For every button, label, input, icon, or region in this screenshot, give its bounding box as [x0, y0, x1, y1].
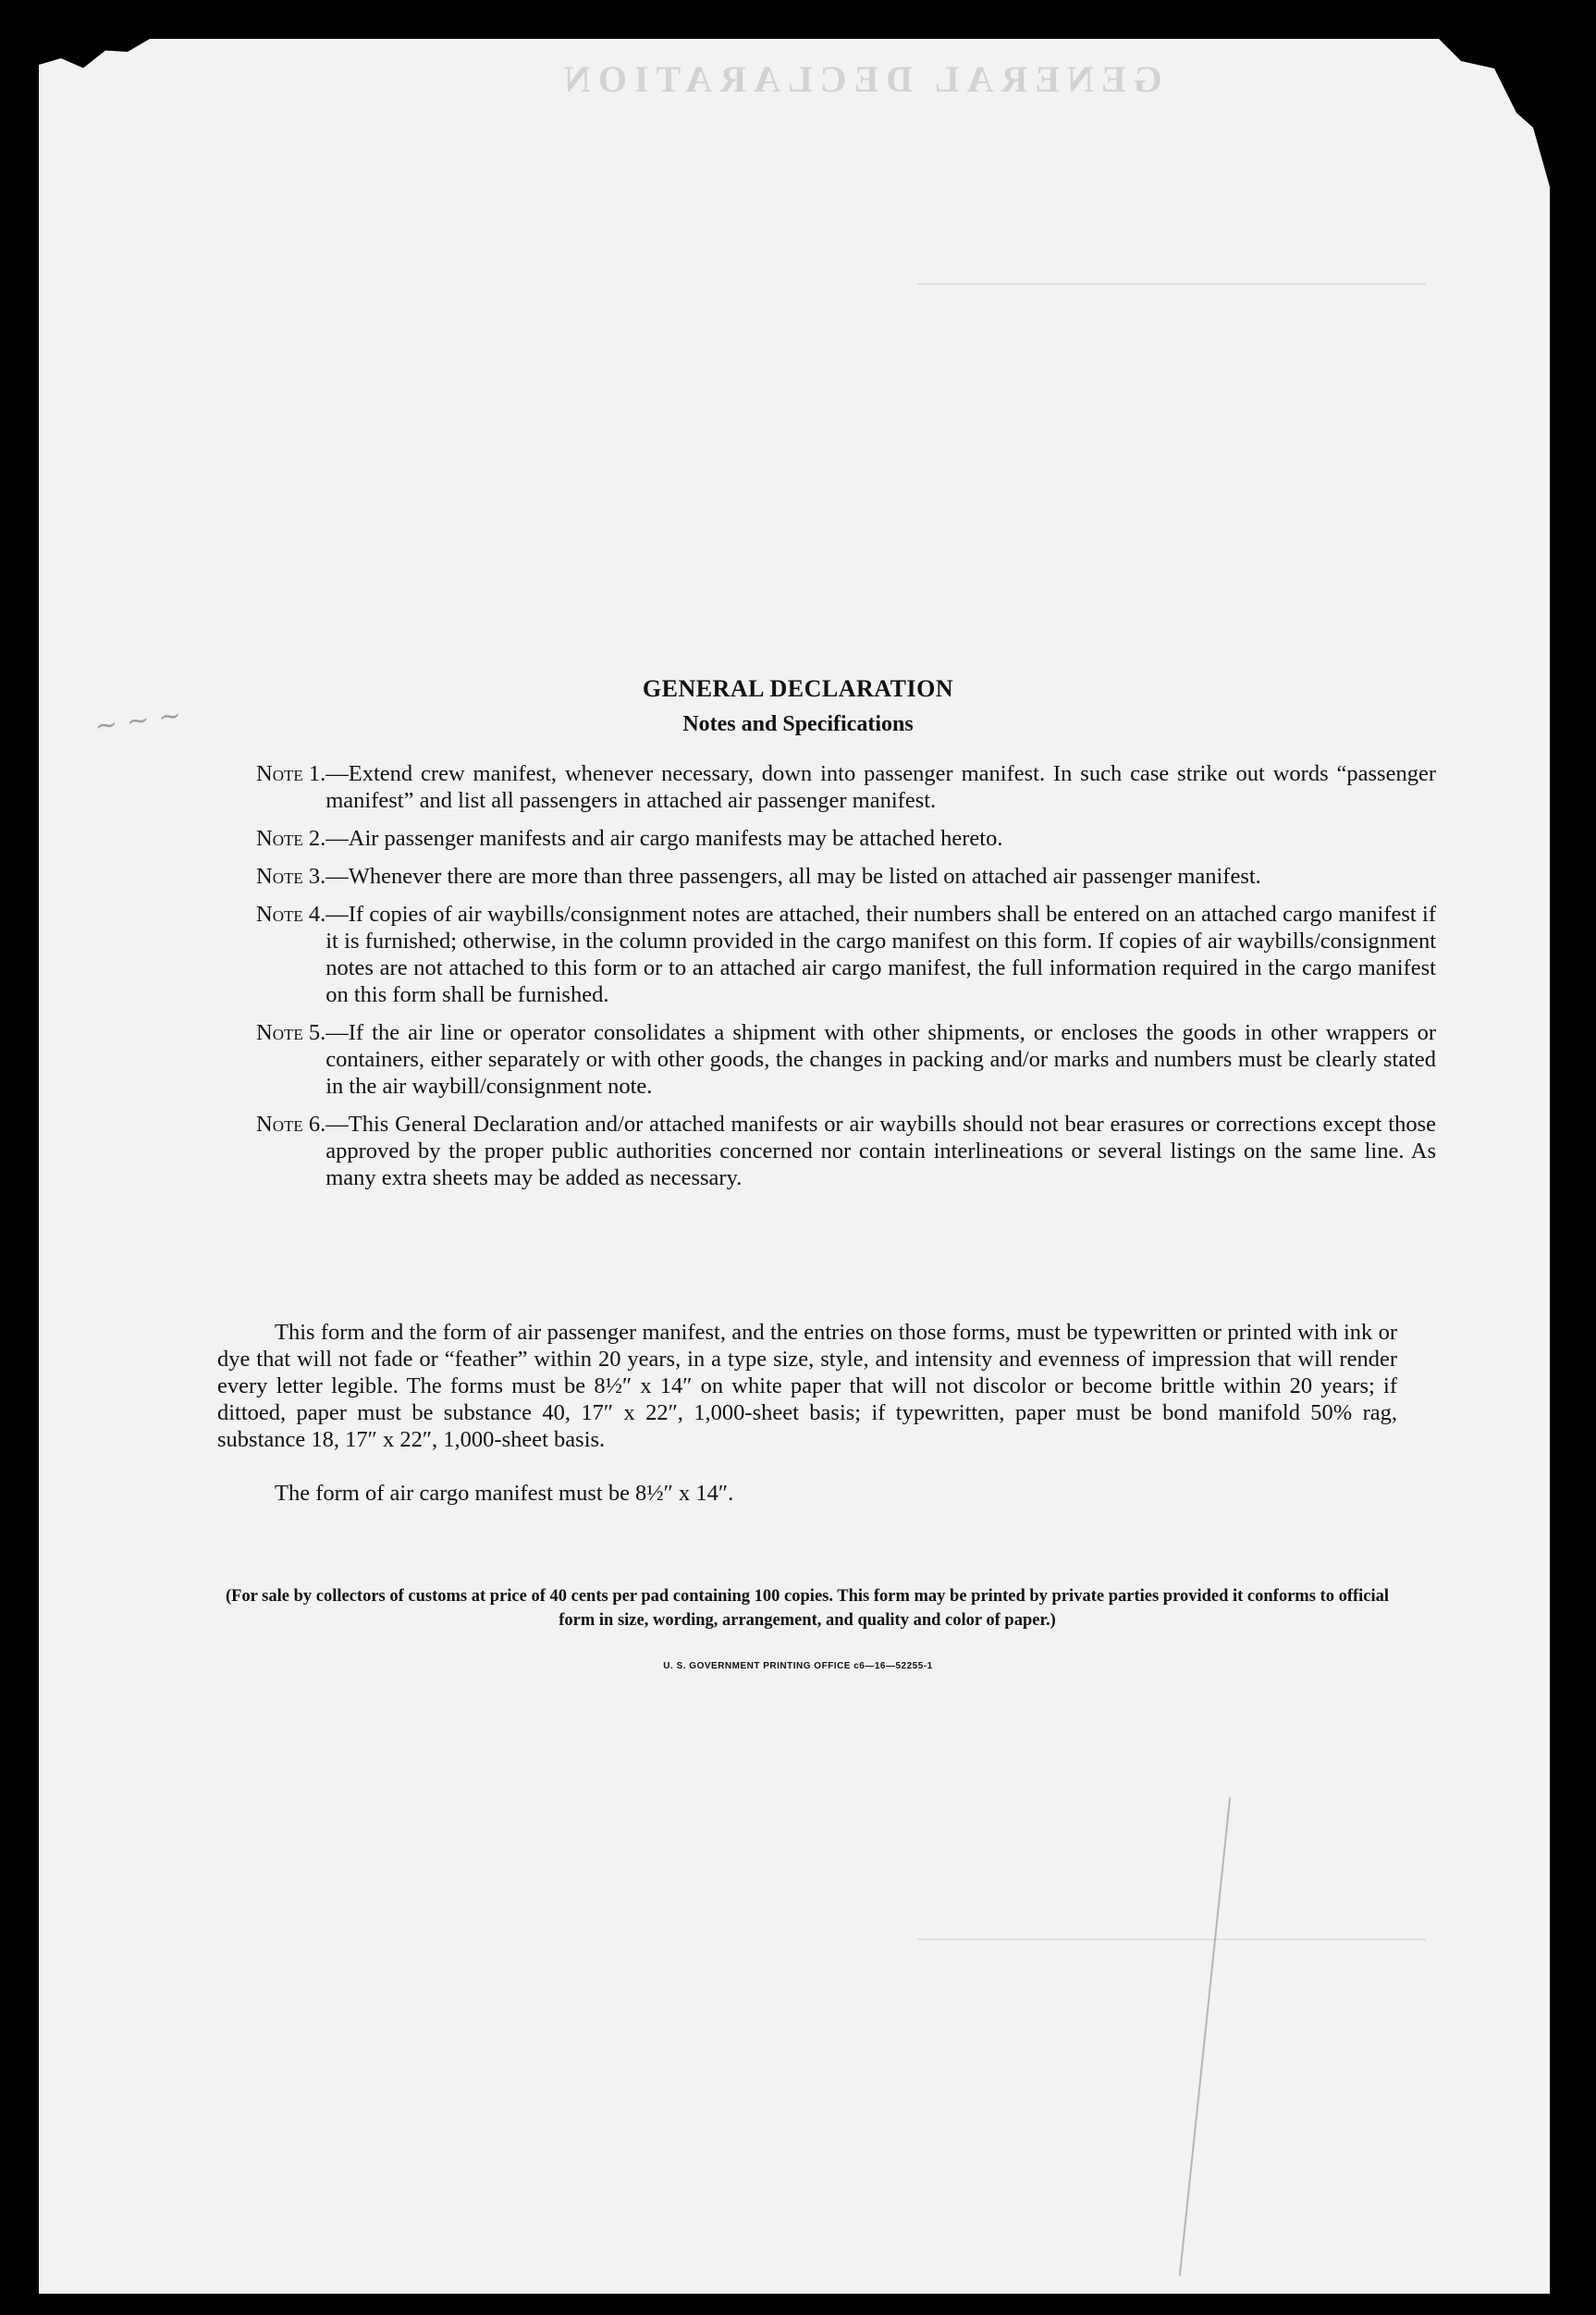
- torn-edge-right: [1439, 39, 1550, 187]
- note-4: [256, 901, 1436, 1008]
- document-title: GENERAL DECLARATION: [642, 675, 954, 702]
- notes-list: [256, 760, 1436, 1202]
- note-text: —Extend crew manifest, whenever necessary, down into passenger manifest. In such case strike out words “passenger manifest” and list all passengers in attached air passenger manifest.: [325, 761, 1436, 813]
- bleed-through-text: —————————————————————————: [917, 270, 1426, 293]
- sale-notice: (For sale by collectors of customs at price of 40 cents per pad containing 100 copies. This form may be printed by private parties provided it conforms to official form in size, wording, arrangement, and quality and color of paper.): [225, 1587, 1390, 1630]
- note-text: —If the air line or operator consolidates a shipment with other shipments, or encloses the goods in other wrappers or containers, either separately or with other goods, the changes in packing and/or marks and numbers must be clearly stated in the air waybill/consignment note.: [325, 1020, 1436, 1099]
- document-subtitle: Notes and Specifications: [682, 712, 914, 736]
- handwritten-mark: ~ ~ ~: [92, 698, 184, 744]
- note-text: —This General Declaration and/or attached manifests or air waybills should not bear erasures or corrections except those approved by the proper public authorities concerned nor contain interlineations or several listings on the same line. As many extra sheets may be added as necessary.: [325, 1112, 1436, 1190]
- note-label: Note 4.: [256, 902, 326, 927]
- note-6: [256, 1111, 1436, 1191]
- note-label: Note 6.: [256, 1112, 326, 1137]
- specification-paragraph: This form and the form of air passenger manifest, and the entries on those forms, must be typewritten or printed with ink or dye that will not fade or “feather” within 20 years, in a type size, style, and intensity and evenness of impression that will render every letter legible. The forms must be 8½″ x 14″ on white paper that will not discolor or become brittle within 20 years; if dittoed, paper must be substance 40, 17″ x 22″, 1,000-sheet basis; if typewritten, paper must be bond manifold 50% rag, substance 18, 17″ x 22″, 1,000-sheet basis.: [217, 1320, 1397, 1452]
- note-1: [256, 760, 1436, 814]
- bleed-through-title: GENERAL DECLARATION: [557, 58, 1162, 100]
- note-label: Note 5.: [256, 1020, 326, 1045]
- note-text: —Air passenger manifests and air cargo manifests may be attached hereto.: [325, 826, 1003, 851]
- cargo-manifest-size-paragraph: The form of air cargo manifest must be 8½″ x 14″.: [275, 1481, 734, 1506]
- document-page: [39, 39, 1550, 2294]
- note-5: [256, 1019, 1436, 1100]
- note-text: —If copies of air waybills/consignment notes are attached, their numbers shall be entered on an attached cargo manifest if it is furnished; otherwise, in the column provided in the cargo manifest on this form. If copies of air waybills/consignment notes are not attached to this form or to an attached air cargo manifest, the full information required in the cargo manifest on this form shall be furnished.: [325, 902, 1436, 1007]
- note-label: Note 3.: [256, 864, 326, 889]
- bleed-through-text-lower: —————————————————————————: [917, 1926, 1426, 1949]
- printer-imprint: U. S. GOVERNMENT PRINTING OFFICE c6—16—52255-1: [663, 1661, 933, 1671]
- torn-edge-left: [39, 39, 150, 104]
- note-label: Note 2.: [256, 826, 326, 851]
- note-3: [256, 863, 1436, 890]
- note-text: —Whenever there are more than three passengers, all may be listed on attached air passenger manifest.: [325, 864, 1261, 889]
- note-label: Note 1.: [256, 761, 326, 786]
- paper-crease: [1179, 1797, 1231, 2275]
- note-2: [256, 825, 1436, 852]
